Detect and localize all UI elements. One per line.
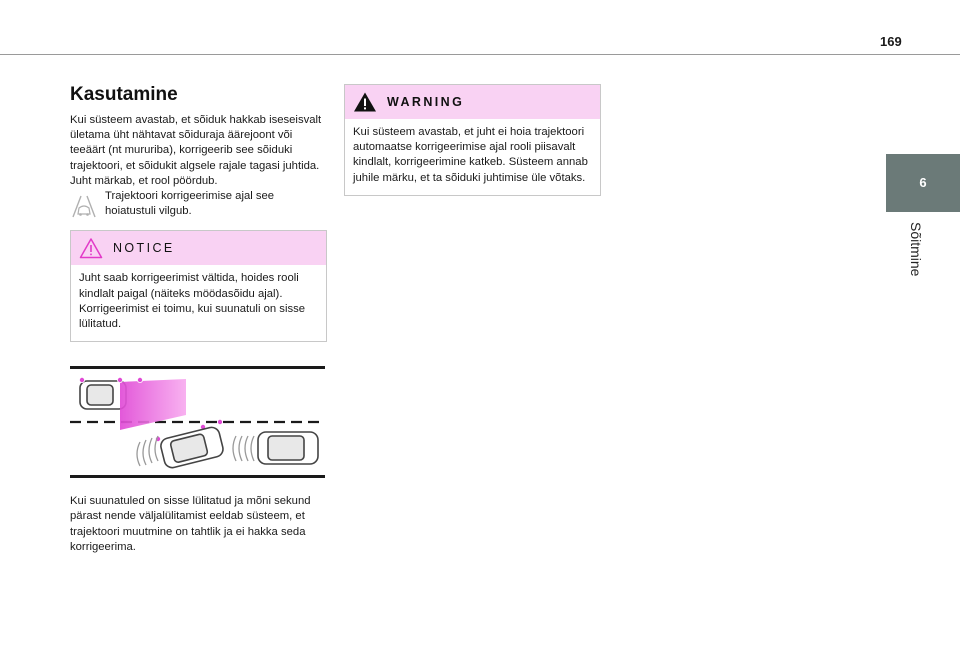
section-title: Kasutamine xyxy=(70,84,178,105)
usage-paragraph: Kui süsteem avastab, et sõiduk hakkab iseseisvalt ületama üht nähtavat sõiduraja äärejoont või teeäärt (nt mururiba), korrigeerib see sõiduki trajektoori, et sõidukit algsele rajale tagasi juhtida. xyxy=(70,114,322,172)
notice-box xyxy=(70,230,327,342)
chapter-tab[interactable]: 6 xyxy=(886,154,960,212)
chapter-title: Sõitmine xyxy=(908,222,924,277)
warning-triangle-icon xyxy=(353,91,377,113)
left-column xyxy=(70,84,327,555)
notice-title: NOTICE xyxy=(113,241,175,256)
diagram-caption: Kui suunatuled on sisse lülitatud ja mõni sekund pärast nende väljalülitamist eeldab süsteem, et trajektoori muutmine on tahtlik ja ei hakka seda korrigeerima. xyxy=(70,495,311,553)
car-correcting xyxy=(159,426,224,470)
page-number: 169 xyxy=(880,34,902,49)
notice-triangle-icon xyxy=(79,237,103,259)
road-edge-bottom xyxy=(70,475,325,478)
lane-keeping-warning-icon xyxy=(70,193,98,219)
car-right xyxy=(258,432,318,464)
notice-text: Juht saab korrigeerimist vältida, hoides rooli kindlalt paigal (näiteks möödasõidu ajal). Korrigeerimist ei toimu, kui suunatuli on sisse lülitatud. xyxy=(79,272,306,331)
lane-correction-illustration xyxy=(70,366,327,478)
header-rule xyxy=(0,54,960,55)
car-motion-trail-left xyxy=(137,436,158,466)
indicator-text: Trajektoori korrigeerimise ajal see hoiatustuli vilgub. xyxy=(105,190,275,218)
lane-correction-diagram xyxy=(70,366,327,478)
warning-text: Kui süsteem avastab, et juht ei hoia trajektoori automaatse korrigeerimise ajal rooli piisavalt kindlalt, korrigeerimine katkeb. Süsteem annab juhile märku, et ta sõiduki juhtimise üle võtaks. xyxy=(353,126,588,184)
car-top xyxy=(80,381,126,409)
warning-title: WARNING xyxy=(387,95,465,109)
car-motion-trail-right xyxy=(233,436,254,461)
notice-header xyxy=(71,231,326,265)
road-edge-top xyxy=(70,366,325,369)
steering-note: Juht märkab, et rool pöördub. xyxy=(70,174,218,187)
indicator-row xyxy=(70,189,327,219)
warning-box xyxy=(344,84,601,196)
right-column xyxy=(344,84,601,196)
warning-header xyxy=(345,85,600,119)
